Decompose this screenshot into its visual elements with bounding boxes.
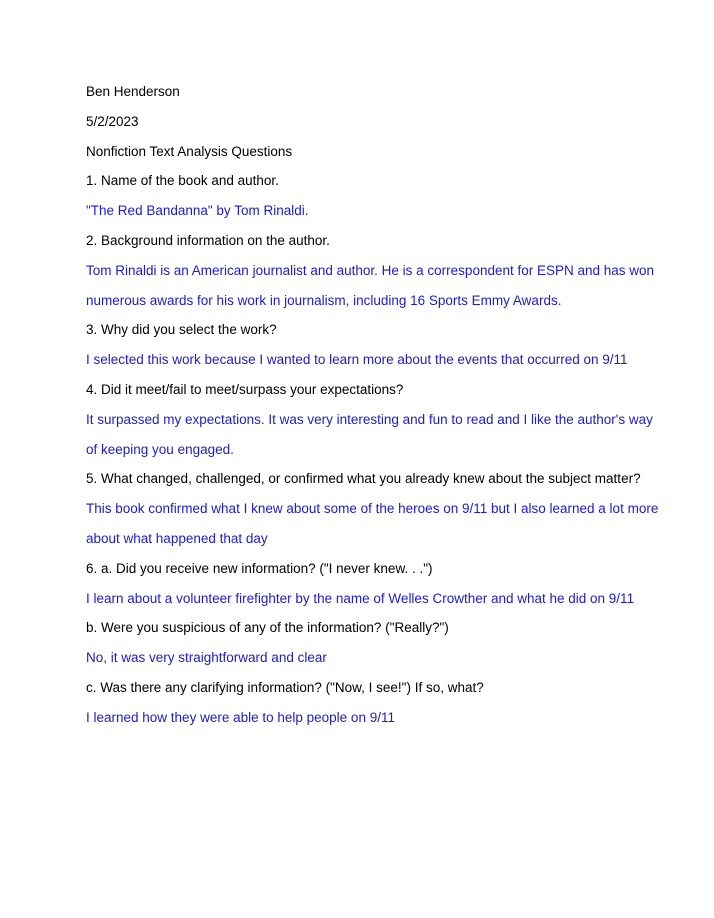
- question-line: 5. What changed, challenged, or confirmed what you already knew about the subject matter?: [86, 471, 641, 487]
- answer-line: This book confirmed what I knew about some of the heroes on 9/11 but I also learned a lot more: [86, 501, 659, 517]
- document-title: Nonfiction Text Analysis Questions: [86, 143, 293, 159]
- question-line: 2. Background information on the author.: [86, 232, 330, 248]
- question-line: 3. Why did you select the work?: [86, 322, 277, 338]
- question-line: c. Was there any clarifying information? ("Now, I see!") If so, what?: [86, 679, 484, 695]
- question-line: 1. Name of the book and author.: [86, 173, 279, 189]
- author-name: Ben Henderson: [86, 84, 180, 99]
- answer-line: I learned how they were able to help people on 9/11: [86, 709, 395, 725]
- answer-line: No, it was very straightforward and clear: [86, 650, 327, 666]
- document-date: 5/2/2023: [86, 113, 139, 129]
- question-line: 4. Did it meet/fail to meet/surpass your expectations?: [86, 381, 404, 397]
- answer-line: of keeping you engaged.: [86, 441, 234, 457]
- answer-line: I selected this work because I wanted to learn more about the events that occurred on 9/11: [86, 352, 628, 368]
- answer-line: It surpassed my expectations. It was very interesting and fun to read and I like the author's way: [86, 411, 653, 427]
- answer-line: numerous awards for his work in journalism, including 16 Sports Emmy Awards.: [86, 292, 562, 308]
- question-line: 6. a. Did you receive new information? ("I never knew. . ."): [86, 560, 433, 576]
- document-page: [86, 83, 659, 739]
- answer-line: Tom Rinaldi is an American journalist and author. He is a correspondent for ESPN and has won: [86, 262, 655, 278]
- answer-line: about what happened that day: [86, 530, 268, 546]
- answer-line: "The Red Bandanna" by Tom Rinaldi.: [86, 203, 309, 219]
- answer-line: I learn about a volunteer firefighter by the name of Welles Crowther and what he did on 9/11: [86, 590, 635, 606]
- question-line: b. Were you suspicious of any of the information? ("Really?"): [86, 620, 449, 636]
